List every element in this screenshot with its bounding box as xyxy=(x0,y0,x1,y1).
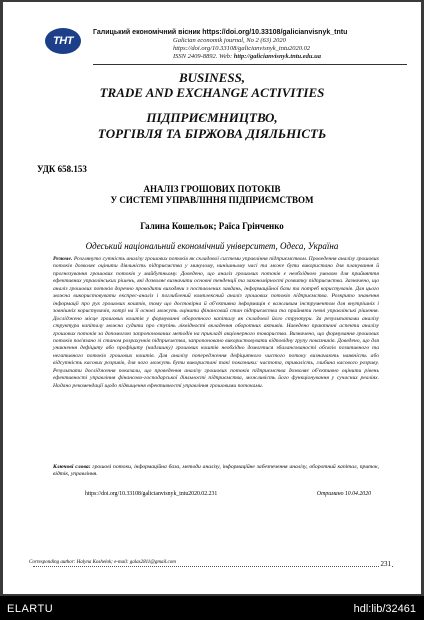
journal-web-link[interactable]: http://galicianvisnyk.tntu.edu.ua xyxy=(233,53,322,60)
journal-issue: Galician economik journal, No 2 (63) 2020 xyxy=(173,37,286,44)
section-en-line1: BUSINESS, xyxy=(178,70,246,85)
repository-name: ELARTU xyxy=(7,603,54,615)
udk-code: УДК 658.153 xyxy=(37,164,87,174)
page-number: 231 xyxy=(380,560,391,568)
article-title xyxy=(3,184,421,206)
keywords-label: Ключові слова: xyxy=(53,464,91,470)
section-ua-line2: ТОРГІВЛЯ ТА БІРЖОВА ДІЯЛЬНІСТЬ xyxy=(97,126,327,141)
journal-doi: https://doi.org/10.33108/galicianvisnyk_tntu2020.02 xyxy=(173,45,311,52)
keywords xyxy=(53,464,379,479)
article-title-line1: АНАЛІЗ ГРОШОВИХ ПОТОКІВ xyxy=(143,184,281,194)
journal-issn xyxy=(93,53,413,61)
abstract-text: Розглянуто сутність аналізу грошових потоків як складової системи управління підприємством. Проведення аналізу грошових потоків дозволяє оцінити діяльність підприємства у минулому, нинішньому часі та може бути використано для планування й прогнозування грошових потоків у майбутньому. Доведено, що аналіз грошових потоків є необхідною умовою для прийняття ефективних управлінських рішень, які дозволяє визначити основні тенденції та закономірності розвитку підприємства. Зазначено, що аналіз грошових потоків доречно проводити виходячи з поставлених завдань, інформаційної бази та потреб користувачів. Для цього можна використовувати експрес-аналіз і поглиблений комплексний аналіз грошових потоків підприємства. Розкрито значення інформації про рух грошових коштів, тому що достовірна й об'єктивна інформація є важливим інструментом для внутрішніх і зовнішніх користувачів, котрі на її основі можуть оцінити фінансовий стан підприємства та прийняти певні управлінські рішення. Досліджено місце грошових коштів у формуванні оборотного капіталу як складової його структури. За результатами аналізу структури капіталу можна судити про ступінь ліквідності вкладення оборотних активів. Наведено практичні аспекти аналізу грошових потоків за допомогою запропонованих методів на прикладі акціонерного товариства. Визначено, що формування грошових потоків пов'язано зі станом розрахунків підприємства, запропоновано використовувати відповідну групу показників. Доведено, що для уникнення дефіциту або профіциту (надлишку) грошових коштів необхідно домогтися збалансованості обсягів позитивного та негативного потоків грошових коштів. Для аналізу попередження дефіцитного чистого потоку визначають наявність або відсутність касових розривів, для чого можуть бути використані такі показники: частота, тривалість, глибина касового розриву. Результати дослідження показали, що проведення аналізу грошових потоків підприємства дозволяє об'єктивно оцінити рівень ефективності управління фінансово-господарської діяльності підприємства, можливість його функціонування у сучасних реаліях. Надано рекомендації щодо підвищення ефективності управління грошовими потоками. xyxy=(53,256,379,389)
section-title-ua xyxy=(3,110,421,142)
handle-id[interactable]: hdl:lib/32461 xyxy=(353,603,416,615)
received-date: Отримано 10.04.2020 xyxy=(316,491,371,497)
footer-divider xyxy=(33,566,393,567)
section-title-en xyxy=(3,70,421,100)
journal-title: Галицький економічний вісник https://doi.org/10.33108/galicianvisnyk_tntu xyxy=(93,29,348,36)
journal-logo xyxy=(45,28,81,54)
abstract xyxy=(53,256,379,390)
header-divider xyxy=(93,64,407,65)
author-affiliation: Одеський національний економічний університет, Одеса, Україна xyxy=(85,241,339,251)
article-authors: Галина Кошельок; Раїса Грінченко xyxy=(140,221,284,231)
section-ua-line1: ПІДПРИЄМНИЦТВО, xyxy=(146,110,278,125)
issn-text: ISSN 2409-8892. Web: xyxy=(173,53,234,60)
article-doi-link[interactable]: https://doi.org/10.33108/galicianvisnyk_tntu2020.02.231 xyxy=(85,491,218,497)
keywords-text: грошові потоки, інформаційна база, методи аналізу, інформаційне забезпечення аналізу, оборотний капітал, приток, відтік, управління. xyxy=(53,464,379,478)
journal-header xyxy=(3,2,421,74)
abstract-label: Резюме. xyxy=(53,256,73,262)
section-en-line2: TRADE AND EXCHANGE ACTIVITIES xyxy=(99,85,325,100)
document-page xyxy=(3,2,421,594)
article-title-line2: У СИСТЕМІ УПРАВЛІННЯ ПІДПРИЄМСТВОМ xyxy=(110,195,314,205)
corresponding-author: Corresponding author: Halyna Koshelok; e-mail: galas2811@gmail.com xyxy=(29,560,176,565)
journal-logo-text: ТНТ xyxy=(53,35,73,47)
journal-info xyxy=(93,28,413,61)
